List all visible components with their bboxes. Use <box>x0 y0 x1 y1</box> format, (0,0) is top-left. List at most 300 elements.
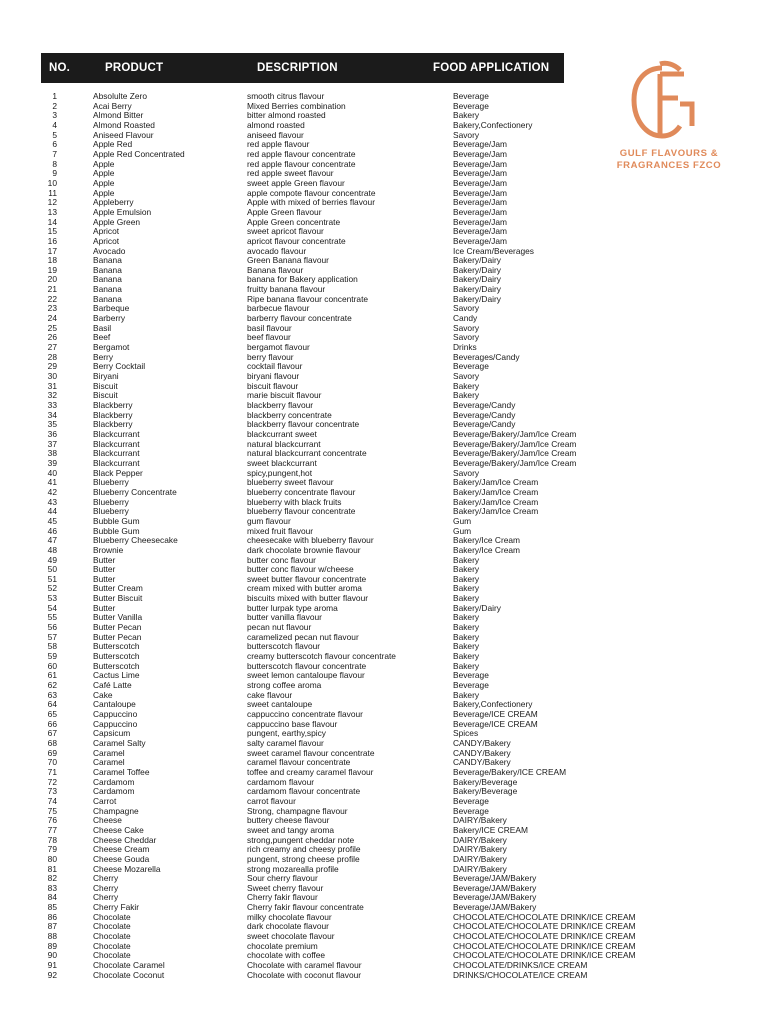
row-description: barberry flavour concentrate <box>247 313 352 324</box>
row-food-application: Bakery/Jam/Ice Cream <box>453 506 539 517</box>
row-product: Blueberry <box>93 506 129 517</box>
row-product: Apricot <box>93 226 120 237</box>
row-description: caramelized pecan nut flavour <box>247 631 359 642</box>
row-product: Butter Pecan <box>93 631 142 642</box>
row-product: Blueberry Concentrate <box>93 486 177 497</box>
row-number: 40 <box>47 467 57 478</box>
table-row <box>0 160 768 170</box>
row-product: Café Latte <box>93 680 132 691</box>
row-number: 34 <box>47 409 57 420</box>
row-product: Banana <box>93 264 122 275</box>
row-number: 14 <box>47 216 57 227</box>
row-product: Black Pepper <box>93 467 143 478</box>
row-number: 51 <box>47 573 57 584</box>
row-food-application: Beverage/Bakery/Jam/Ice Cream <box>453 438 577 449</box>
row-description: cocktail flavour <box>247 361 303 372</box>
row-food-application: Bakery <box>453 583 480 594</box>
row-description: cardamom flavour <box>247 776 315 787</box>
row-number: 30 <box>47 371 57 382</box>
row-number: 68 <box>47 737 57 748</box>
table-row <box>0 150 768 160</box>
row-number: 5 <box>52 129 57 140</box>
row-food-application: Drinks <box>453 342 477 353</box>
row-food-application: Beverage/Candy <box>453 409 516 420</box>
row-number: 74 <box>47 795 57 806</box>
row-product: Aniseed Flavour <box>93 129 154 140</box>
row-description: biryani flavour <box>247 371 300 382</box>
row-food-application: Beverage/ICE CREAM <box>453 718 538 729</box>
row-description: Apple Green flavour <box>247 206 322 217</box>
row-food-application: Beverage/JAM/Bakery <box>453 902 537 913</box>
row-product: Biscuit <box>93 380 118 391</box>
row-product: Cappuccino <box>93 718 138 729</box>
row-number: 33 <box>47 400 57 410</box>
row-description: bergamot flavour <box>247 342 310 353</box>
row-food-application: Beverage/Jam <box>453 216 507 227</box>
row-food-application: Bakery <box>453 554 480 565</box>
row-description: beef flavour <box>247 332 291 343</box>
row-food-application: Bakery <box>453 390 480 401</box>
row-description: cake flavour <box>247 689 293 700</box>
row-description: spicy,pungent,hot <box>247 467 313 478</box>
row-product: Bubble Gum <box>93 525 140 536</box>
row-product: Apple <box>93 158 115 169</box>
row-description: blueberry concentrate flavour <box>247 486 356 497</box>
row-number: 19 <box>47 264 57 275</box>
row-food-application: Bakery <box>453 564 480 575</box>
row-food-application: Beverage/Jam <box>453 197 507 208</box>
row-description: natural blackcurrant concentrate <box>247 448 367 459</box>
row-food-application: Bakery/Dairy <box>453 264 501 275</box>
row-number: 16 <box>47 235 57 246</box>
row-number: 57 <box>47 631 57 642</box>
row-food-application: DAIRY/Bakery <box>453 834 507 845</box>
row-number: 76 <box>47 815 57 826</box>
row-product: Cactus Lime <box>93 670 140 681</box>
row-product: Basil <box>93 322 112 333</box>
row-product: Carrot <box>93 795 117 806</box>
row-number: 53 <box>47 593 57 604</box>
row-food-application: Gum <box>453 525 472 536</box>
row-product: Chocolate Caramel <box>93 960 165 971</box>
row-product: Butterscotch <box>93 660 140 671</box>
row-food-application: Beverage/Jam <box>453 206 507 217</box>
row-number: 7 <box>52 148 57 159</box>
row-description: red apple flavour <box>247 139 310 150</box>
row-description: chocolate premium <box>247 940 318 951</box>
row-number: 73 <box>47 786 57 797</box>
row-description: creamy butterscotch flavour concentrate <box>247 651 396 662</box>
row-description: Chocolate with coconut flavour <box>247 969 362 980</box>
row-food-application: Beverage/Bakery/ICE CREAM <box>453 766 567 777</box>
row-description: sweet lemon cantaloupe flavour <box>247 670 365 681</box>
row-food-application: CANDY/Bakery <box>453 757 511 768</box>
row-food-application: DAIRY/Bakery <box>453 863 507 874</box>
row-number: 22 <box>47 293 57 304</box>
row-product: Butter <box>93 554 116 565</box>
row-number: 65 <box>47 709 57 719</box>
row-food-application: Savory <box>453 371 480 382</box>
row-description: blackberry concentrate <box>247 409 332 420</box>
row-description: apple compote flavour concentrate <box>247 187 376 198</box>
row-product: Butter Biscuit <box>93 593 143 604</box>
row-number: 12 <box>47 197 57 208</box>
row-food-application: CHOCOLATE/CHOCOLATE DRINK/ICE CREAM <box>453 950 636 961</box>
row-product: Cherry <box>93 873 119 884</box>
row-food-application: Bakery <box>453 593 480 604</box>
row-food-application: Bakery/Ice Cream <box>453 544 521 555</box>
row-product: Appleberry <box>93 197 134 208</box>
row-product: Cantaloupe <box>93 699 136 710</box>
row-food-application: Beverage/ICE CREAM <box>453 709 538 719</box>
row-description: Sour cherry flavour <box>247 873 318 884</box>
row-product: Bubble Gum <box>93 515 140 526</box>
row-product: Absolulte Zero <box>93 91 147 101</box>
row-number: 81 <box>47 863 57 874</box>
row-number: 71 <box>47 766 57 777</box>
row-number: 62 <box>47 680 57 691</box>
row-food-application: Bakery,Confectionery <box>453 119 533 130</box>
row-food-application: Bakery/Dairy <box>453 602 501 613</box>
row-description: butter conc flavour w/cheese <box>247 564 354 575</box>
row-description: butterscotch flavour <box>247 641 321 652</box>
row-food-application: Bakery/Jam/Ice Cream <box>453 486 539 497</box>
row-food-application: Savory <box>453 129 480 140</box>
row-product: Cheese Cream <box>93 844 150 855</box>
row-food-application: Beverage/Jam <box>453 177 507 188</box>
row-number: 23 <box>47 303 57 314</box>
header-description: DESCRIPTION <box>257 62 338 74</box>
row-number: 36 <box>47 428 57 439</box>
row-number: 86 <box>47 911 57 922</box>
row-food-application: Bakery,Confectionery <box>453 699 533 710</box>
row-description: aniseed flavour <box>247 129 304 140</box>
row-number: 26 <box>47 332 57 343</box>
row-number: 64 <box>47 699 57 710</box>
row-description: cream mixed with butter aroma <box>247 583 362 594</box>
row-food-application: Beverage/JAM/Bakery <box>453 873 537 884</box>
row-number: 52 <box>47 583 57 594</box>
row-product: Butter <box>93 564 116 575</box>
row-product: Bergamot <box>93 342 130 353</box>
row-number: 21 <box>47 284 57 295</box>
row-description: Banana flavour <box>247 264 304 275</box>
row-product: Almond Roasted <box>93 119 155 130</box>
row-product: Blackcurrant <box>93 428 140 439</box>
row-food-application: Beverages/Candy <box>453 351 520 362</box>
row-number: 79 <box>47 844 57 855</box>
row-product: Blackberry <box>93 400 133 410</box>
row-description: basil flavour <box>247 322 292 333</box>
row-number: 82 <box>47 873 57 884</box>
row-food-application: Bakery/ICE CREAM <box>453 824 528 835</box>
row-description: strong,pungent cheddar note <box>247 834 355 845</box>
row-food-application: Beverage/Jam <box>453 235 507 246</box>
row-product: Butterscotch <box>93 641 140 652</box>
table-row <box>0 971 768 981</box>
row-product: Barberry <box>93 313 126 324</box>
row-number: 9 <box>52 168 57 179</box>
row-product: Cardamom <box>93 786 135 797</box>
row-number: 18 <box>47 255 57 266</box>
row-product: Almond Bitter <box>93 110 144 121</box>
row-product: Cheese <box>93 815 122 826</box>
row-product: Blackberry <box>93 419 133 430</box>
row-number: 35 <box>47 419 57 430</box>
row-food-application: Savory <box>453 332 480 343</box>
row-description: sweet cantaloupe <box>247 699 313 710</box>
row-number: 11 <box>48 187 57 198</box>
row-product: Cherry <box>93 882 119 893</box>
row-number: 63 <box>47 689 57 700</box>
row-description: Apple with mixed of berries flavour <box>247 197 376 208</box>
row-food-application: Beverage/Jam <box>453 187 507 198</box>
row-product: Cheese Gouda <box>93 853 150 864</box>
row-number: 56 <box>47 622 57 633</box>
row-description: barbecue flavour <box>247 303 310 314</box>
row-food-application: Beverage <box>453 91 489 101</box>
row-description: cheesecake with blueberry flavour <box>247 535 374 546</box>
row-product: Chocolate <box>93 921 131 932</box>
row-food-application: Bakery <box>453 660 480 671</box>
row-product: Apple <box>93 177 115 188</box>
row-product: Cake <box>93 689 113 700</box>
row-number: 83 <box>47 882 57 893</box>
row-product: Champagne <box>93 805 139 816</box>
row-product: Caramel <box>93 747 125 758</box>
row-number: 55 <box>47 612 57 623</box>
row-food-application: Beverage/Jam <box>453 148 507 159</box>
row-product: Blackcurrant <box>93 448 140 459</box>
row-description: red apple flavour concentrate <box>247 148 356 159</box>
row-description: buttery cheese flavour <box>247 815 330 826</box>
row-number: 15 <box>47 226 57 237</box>
row-product: Caramel Salty <box>93 737 146 748</box>
row-product: Chocolate <box>93 911 131 922</box>
row-product: Apple Green <box>93 216 141 227</box>
row-number: 61 <box>47 670 57 681</box>
row-food-application: Beverage <box>453 795 489 806</box>
row-food-application: Beverage/Bakery/Jam/Ice Cream <box>453 428 577 439</box>
row-description: sweet caramel flavour concentrate <box>247 747 375 758</box>
row-food-application: CHOCOLATE/CHOCOLATE DRINK/ICE CREAM <box>453 931 636 942</box>
row-description: milky chocolate flavour <box>247 911 332 922</box>
row-number: 32 <box>47 390 57 401</box>
row-description: butterscotch flavour concentrate <box>247 660 367 671</box>
row-description: cardamom flavour concentrate <box>247 786 361 797</box>
row-food-application: Bakery/Beverage <box>453 776 518 787</box>
row-food-application: Bakery/Jam/Ice Cream <box>453 496 539 507</box>
row-food-application: Ice Cream/Beverages <box>453 245 534 256</box>
table-row <box>0 324 768 334</box>
row-number: 47 <box>47 535 57 546</box>
row-product: Butter Cream <box>93 583 143 594</box>
row-description: butter conc flavour <box>247 554 316 565</box>
row-food-application: CANDY/Bakery <box>453 737 511 748</box>
row-description: blueberry with black fruits <box>247 496 342 507</box>
row-description: toffee and creamy caramel flavour <box>247 766 374 777</box>
row-product: Apple Red Concentrated <box>93 148 185 159</box>
row-product: Biscuit <box>93 390 118 401</box>
row-number: 39 <box>47 457 57 468</box>
row-product: Apple Emulsion <box>93 206 152 217</box>
row-number: 77 <box>47 824 57 835</box>
table-row <box>0 681 768 691</box>
row-description: natural blackcurrant <box>247 438 321 449</box>
row-product: Banana <box>93 284 122 295</box>
row-description: biscuit flavour <box>247 380 299 391</box>
row-description: dark chocolate brownie flavour <box>247 544 361 555</box>
row-description: pungent, strong cheese profile <box>247 853 360 864</box>
row-description: pecan nut flavour <box>247 622 312 633</box>
table-row <box>0 314 768 324</box>
row-number: 31 <box>47 380 57 391</box>
table-row <box>0 169 768 179</box>
row-description: bitter almond roasted <box>247 110 326 121</box>
row-food-application: Beverage/Candy <box>453 419 516 430</box>
row-food-application: CHOCOLATE/CHOCOLATE DRINK/ICE CREAM <box>453 921 636 932</box>
row-food-application: Bakery <box>453 380 480 391</box>
row-product: Acai Berry <box>93 100 132 111</box>
row-description: cappuccino concentrate flavour <box>247 709 363 719</box>
row-number: 20 <box>47 274 57 285</box>
row-food-application: DRINKS/CHOCOLATE/ICE CREAM <box>453 969 588 980</box>
row-food-application: Savory <box>453 467 480 478</box>
row-product: Cheese Cheddar <box>93 834 157 845</box>
row-number: 27 <box>47 342 57 353</box>
header-food-application: FOOD APPLICATION <box>433 62 550 74</box>
row-food-application: Bakery/Beverage <box>453 786 518 797</box>
row-description: Cherry fakir flavour concentrate <box>247 902 364 913</box>
row-description: butter lurpak type aroma <box>247 602 338 613</box>
row-number: 48 <box>47 544 57 555</box>
row-number: 6 <box>52 139 57 150</box>
row-description: Sweet cherry flavour <box>247 882 324 893</box>
row-description: sweet chocolate flavour <box>247 931 335 942</box>
row-product: Butter Pecan <box>93 622 142 633</box>
row-number: 43 <box>47 496 57 507</box>
row-food-application: Bakery <box>453 622 480 633</box>
row-description: Strong, champagne flavour <box>247 805 348 816</box>
table-header <box>41 53 564 83</box>
row-food-application: Bakery <box>453 651 480 662</box>
table-row <box>0 556 768 566</box>
row-product: Blackcurrant <box>93 457 140 468</box>
row-food-application: Beverage <box>453 680 489 691</box>
row-food-application: Bakery <box>453 641 480 652</box>
table-row <box>0 594 768 604</box>
row-number: 38 <box>47 448 57 459</box>
row-number: 25 <box>47 322 57 333</box>
table-row <box>0 546 768 556</box>
row-description: carrot flavour <box>247 795 296 806</box>
row-description: red apple sweet flavour <box>247 168 334 179</box>
row-description: apricot flavour concentrate <box>247 235 346 246</box>
row-description: smooth citrus flavour <box>247 91 325 101</box>
row-description: gum flavour <box>247 515 291 526</box>
row-food-application: CHOCOLATE/DRINKS/ICE CREAM <box>453 960 588 971</box>
row-number: 44 <box>47 506 57 517</box>
row-product: Caramel <box>93 757 125 768</box>
row-product: Barbeque <box>93 303 130 314</box>
row-description: blackberry flavour concentrate <box>247 419 360 430</box>
row-food-application: Beverage/Jam <box>453 158 507 169</box>
row-product: Cheese Cake <box>93 824 144 835</box>
row-number: 10 <box>47 177 57 188</box>
row-description: Mixed Berries combination <box>247 100 346 111</box>
row-product: Beef <box>93 332 111 343</box>
row-description: Apple Green concentrate <box>247 216 341 227</box>
row-food-application: Savory <box>453 303 480 314</box>
product-table-body <box>0 92 768 980</box>
row-number: 70 <box>47 757 57 768</box>
row-food-application: Bakery <box>453 631 480 642</box>
row-description: sweet butter flavour concentrate <box>247 573 367 584</box>
row-product: Cherry <box>93 892 119 903</box>
row-product: Chocolate <box>93 940 131 951</box>
row-food-application: DAIRY/Bakery <box>453 853 507 864</box>
row-food-application: Savory <box>453 322 480 333</box>
table-row <box>0 179 768 189</box>
row-number: 69 <box>47 747 57 758</box>
row-number: 67 <box>47 728 57 739</box>
row-number: 80 <box>47 853 57 864</box>
row-number: 46 <box>47 525 57 536</box>
row-food-application: DAIRY/Bakery <box>453 844 507 855</box>
row-number: 58 <box>47 641 57 652</box>
row-description: strong coffee aroma <box>247 680 322 691</box>
row-food-application: CHOCOLATE/CHOCOLATE DRINK/ICE CREAM <box>453 911 636 922</box>
row-food-application: Beverage <box>453 670 489 681</box>
row-product: Avocado <box>93 245 126 256</box>
row-description: mixed fruit flavour <box>247 525 314 536</box>
row-number: 78 <box>47 834 57 845</box>
row-description: butter vanilla flavour <box>247 612 322 623</box>
row-description: sweet and tangy aroma <box>247 824 335 835</box>
row-product: Butter <box>93 602 116 613</box>
row-food-application: Beverage/Jam <box>453 226 507 237</box>
row-description: salty caramel flavour <box>247 737 324 748</box>
row-food-application: Beverage <box>453 361 489 372</box>
row-product: Cardamom <box>93 776 135 787</box>
row-food-application: Beverage <box>453 805 489 816</box>
row-food-application: Bakery/Dairy <box>453 293 501 304</box>
row-product: Chocolate <box>93 931 131 942</box>
row-description: sweet apricot flavour <box>247 226 324 237</box>
row-product: Blueberry Cheesecake <box>93 535 178 546</box>
row-product: Chocolate <box>93 950 131 961</box>
row-description: marie biscuit flavour <box>247 390 322 401</box>
row-food-application: CHOCOLATE/CHOCOLATE DRINK/ICE CREAM <box>453 940 636 951</box>
row-food-application: Bakery <box>453 612 480 623</box>
row-number: 8 <box>52 158 57 169</box>
row-food-application: Beverage <box>453 100 489 111</box>
row-product: Butterscotch <box>93 651 140 662</box>
row-product: Cherry Fakir <box>93 902 140 913</box>
row-food-application: Beverage/Jam <box>453 168 507 179</box>
row-description: dark chocolate flavour <box>247 921 329 932</box>
row-food-application: Gum <box>453 515 472 526</box>
row-description: Cherry fakir flavour <box>247 892 318 903</box>
row-food-application: Beverage/Bakery/Jam/Ice Cream <box>453 457 577 468</box>
row-number: 2 <box>52 100 57 111</box>
row-description: strong mozarealla profile <box>247 863 339 874</box>
row-number: 45 <box>47 515 57 526</box>
row-number: 75 <box>47 805 57 816</box>
row-product: Apricot <box>93 235 120 246</box>
table-row <box>0 343 768 353</box>
row-food-application: Beverage/JAM/Bakery <box>453 882 537 893</box>
